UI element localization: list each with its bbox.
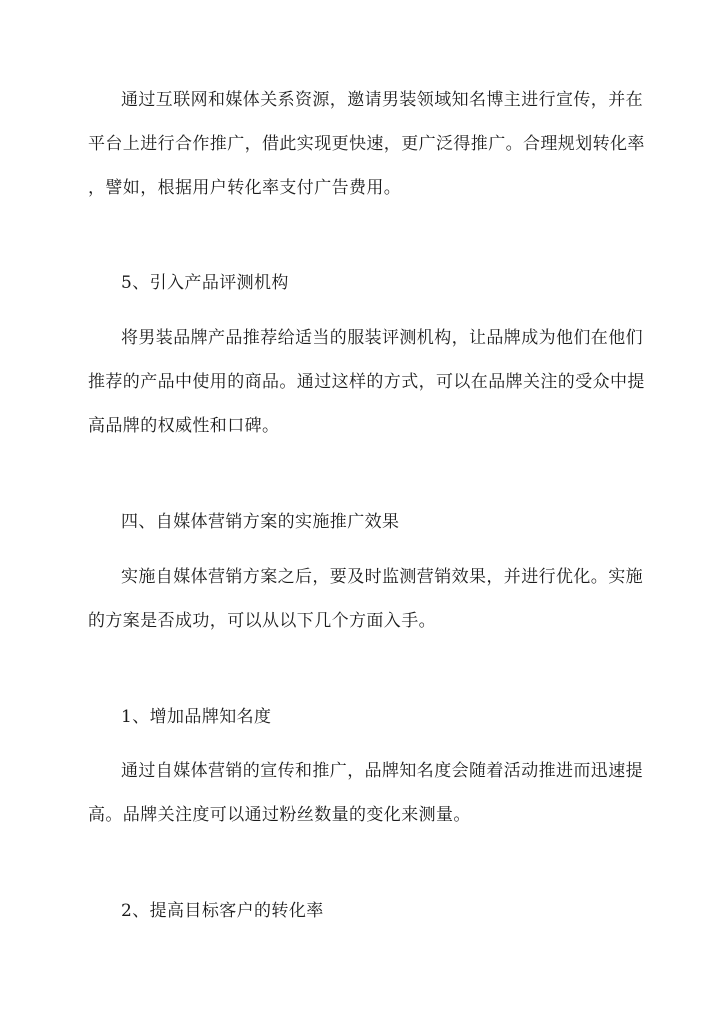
paragraph-1-line-1: 通过互联网和媒体关系资源，邀请男装领域知名博主进行宣传，并在 <box>121 90 643 110</box>
paragraph-1-line-3: ，譬如，根据用户转化率支付广告费用。 <box>88 178 402 198</box>
paragraph-2-line-1: 将男装品牌产品推荐给适当的服装评测机构，让品牌成为他们在他们 <box>121 328 643 348</box>
paragraph-3-line-1: 实施自媒体营销方案之后，要及时监测营销效果，并进行优化。实施 <box>121 567 643 587</box>
paragraph-1-line-2: 平台上进行合作推广，借此实现更快速，更广泛得推广。合理规划转化率 <box>88 134 645 154</box>
heading-2: 2、提高目标客户的转化率 <box>121 901 324 921</box>
paragraph-3-line-2: 的方案是否成功，可以从以下几个方面入手。 <box>88 611 436 631</box>
paragraph-2-line-3: 高品牌的权威性和口碑。 <box>88 416 280 436</box>
heading-section-4: 四、自媒体营销方案的实施推广效果 <box>121 512 400 532</box>
paragraph-2-line-2: 推荐的产品中使用的商品。通过这样的方式，可以在品牌关注的受众中提 <box>88 372 645 392</box>
paragraph-4-line-1: 通过自媒体营销的宣传和推广，品牌知名度会随着活动推进而迅速提 <box>121 761 643 781</box>
paragraph-4-line-2: 高。品牌关注度可以通过粉丝数量的变化来测量。 <box>88 805 471 825</box>
heading-5: 5、引入产品评测机构 <box>121 273 289 293</box>
heading-1: 1、增加品牌知名度 <box>121 707 272 727</box>
